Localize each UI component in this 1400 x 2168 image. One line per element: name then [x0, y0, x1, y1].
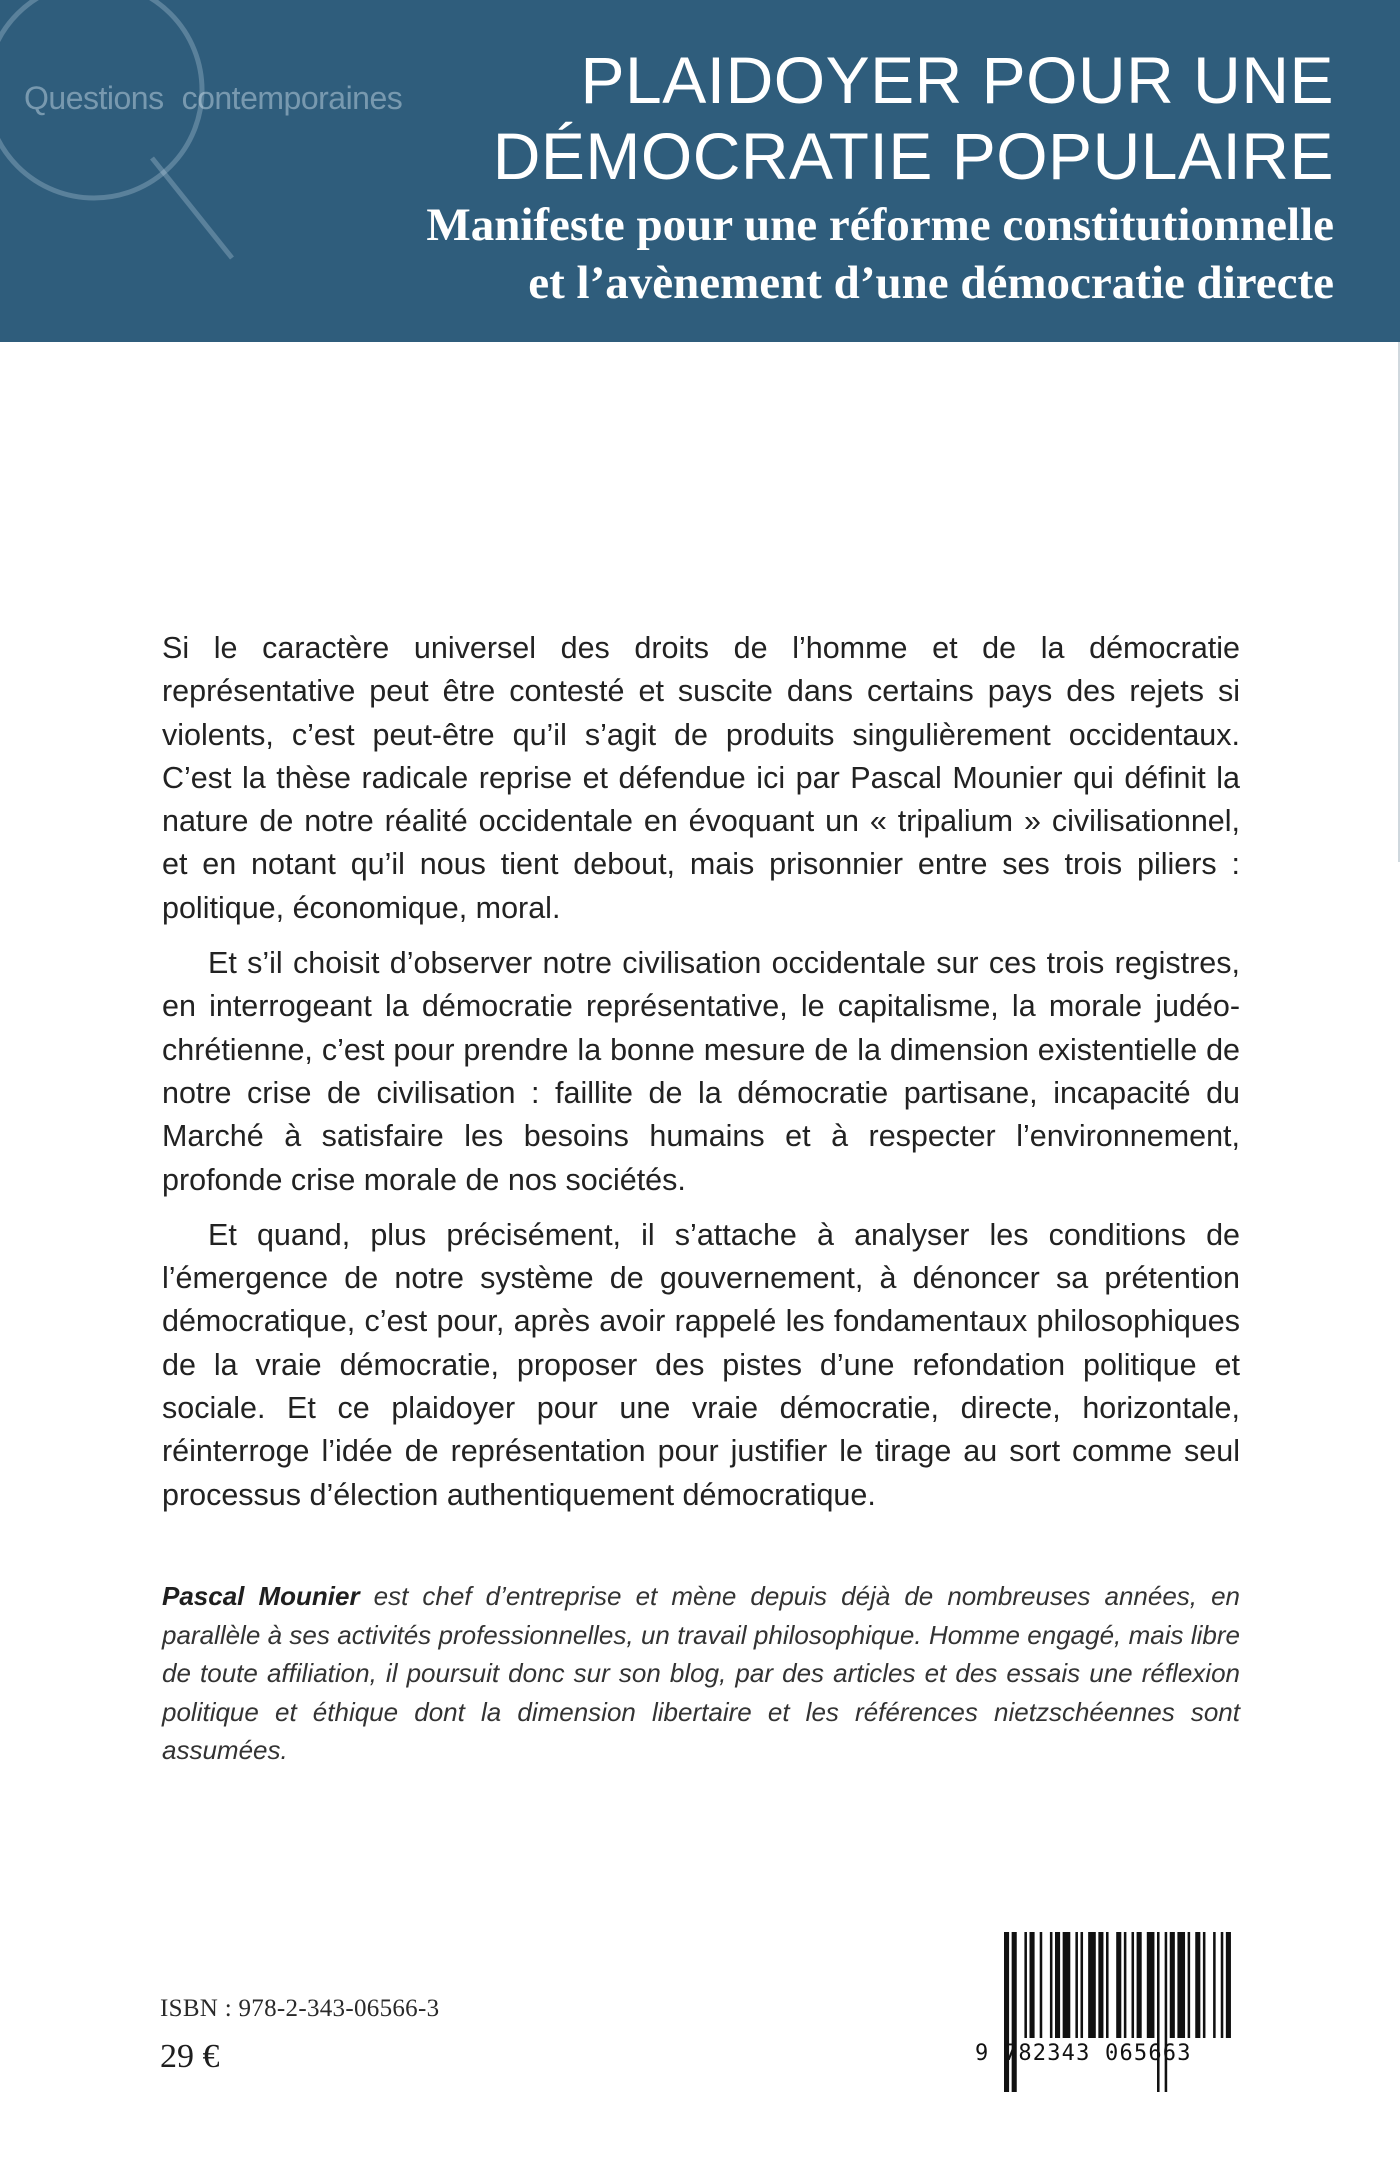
summary-paragraph-2: Et s’il choisit d’observer notre civilisation occidentale sur ces trois registres, en interrogeant la démocratie représentative, le capitalisme, la morale judéo-chrétienne, c’est pour prendre la bonne mesure de la dimension existentielle de notre crise de civilisation : faillite de la démocratie partisane, incapacité du Marché à satisfaire les besoins humains et à respecter l’environnement, profonde crise morale de nos sociétés. [162, 946, 1240, 1197]
book-title-line-2: DÉMOCRATIE POPULAIRE [492, 119, 1334, 193]
barcode-bar [1137, 1932, 1142, 2038]
book-subtitle-line-1: Manifeste pour une réforme constitutionnelle [426, 199, 1334, 251]
barcode-bar [1030, 1932, 1035, 2038]
header-band [0, 0, 1400, 342]
price: 29 € [160, 2038, 220, 2075]
barcode-bar [1165, 1932, 1168, 2092]
barcode-bar [1124, 1932, 1127, 2038]
isbn: ISBN : 978-2-343-06566-3 [160, 1995, 440, 2022]
barcode-bar [1147, 1932, 1155, 2038]
barcode-bar [1177, 1932, 1185, 2038]
book-subtitle-line-2: et l’avènement d’une démocratie directe [528, 257, 1334, 309]
author-bio-text: est chef d’entreprise et mène depuis déjà de nombreuses années, en parallèle à ses activités professionnelles, un travail philosophique. Homme engagé, mais libre de toute affiliation, il poursuit donc sur son blog, par des articles et des essais une réflexion politique et éthique dont la dimension libertaire et les références nietzschéennes sont assumées. [162, 1581, 1241, 1765]
barcode-bar [1226, 1932, 1231, 2038]
barcode-bar [1012, 1932, 1017, 2092]
barcode-digits: 9 782343 065663 [975, 2041, 1192, 2066]
barcode-bar [1157, 1932, 1160, 2092]
barcode-bar [1024, 1932, 1027, 2038]
barcode-icon [998, 1932, 1236, 2092]
collection-word-questions: Questions [24, 80, 164, 116]
barcode-bar [1170, 1932, 1175, 2038]
barcode-bar [1055, 1932, 1060, 2038]
summary-paragraph-3: Et quand, plus précisément, il s’attache à analyser les conditions de l’émergence de notre système de gouvernement, à dénoncer sa prétention démocratique, c’est pour, après avoir rappelé les fondamentaux philosophiques de la vraie démocratie, proposer des pistes d’une refondation politique et sociale. Et ce plaidoyer pour une vraie démocratie, directe, horizontale, réinterroge l’idée de représentation pour justifier le tirage au sort comme seul processus d’élection authentiquement démocratique. [162, 1217, 1240, 1512]
book-title [493, 42, 1334, 194]
barcode-bar [1132, 1932, 1135, 2038]
author-name: Pascal Mounier [162, 1581, 360, 1611]
barcode-bar [1116, 1932, 1121, 2038]
barcode-bar [1213, 1932, 1216, 2038]
book-subtitle [426, 196, 1334, 312]
author-bio [162, 1577, 1240, 1770]
collection-word-contemporaines: contemporaines [181, 80, 403, 116]
summary-paragraph-1: Si le caractère universel des droits de l’homme et de la démocratie représentative peut être contesté et suscite dans certains pays des rejets si violents, c’est peut-être qu’il s’agit de produits singulièrement occidentaux. C’est la thèse radicale reprise et défendue ici par Pascal Mounier qui définit la nature de notre réalité occidentale en évoquant un « tripalium » civilisationnel, et en notant qu’il nous tient debout, mais prisonnier entre ses trois piliers : politique, économique, moral. [162, 631, 1240, 925]
barcode-bar [1050, 1932, 1053, 2038]
barcode-bar [1088, 1932, 1096, 2038]
barcode-bar [1063, 1932, 1071, 2038]
barcode-bar [1004, 1932, 1009, 2092]
collection-q-logo-icon [0, 0, 242, 270]
barcode-bar [1075, 1932, 1078, 2038]
barcode-bar [1188, 1932, 1191, 2038]
barcode-bar [1221, 1932, 1224, 2038]
barcode-bar [1203, 1932, 1206, 2038]
back-cover-summary [162, 627, 1240, 1529]
barcode-bar [1106, 1932, 1109, 2038]
barcode-bar [1195, 1932, 1200, 2038]
barcode-bar [1081, 1932, 1084, 2038]
barcode-bar [1040, 1932, 1043, 2038]
book-title-line-1: PLAIDOYER POUR UNE [580, 43, 1334, 117]
collection-name [24, 80, 402, 117]
barcode-bar [1098, 1932, 1103, 2038]
